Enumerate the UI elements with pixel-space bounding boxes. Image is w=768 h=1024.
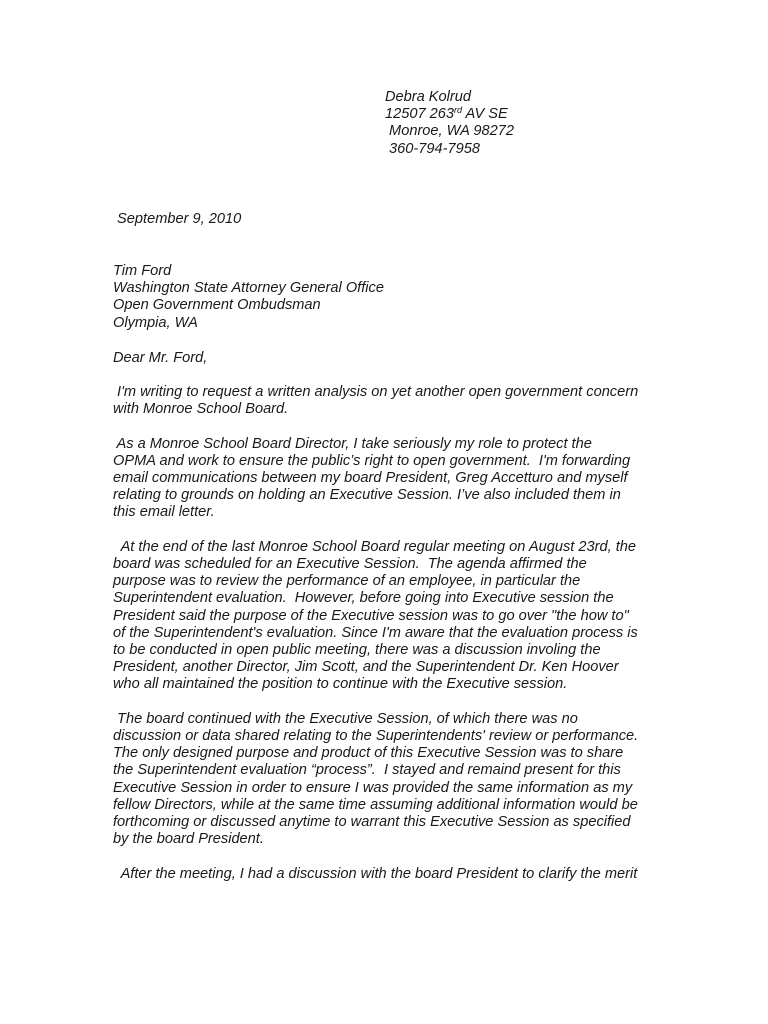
- body-line: of the Superintendent's evaluation. Since I'm aware that the evaluation process is: [113, 624, 638, 641]
- body-line: who all maintained the position to continue with the Executive session.: [113, 676, 568, 693]
- body-line: with Monroe School Board.: [113, 401, 289, 418]
- body-line: email communications between my board President, Greg Accetturo and myself: [113, 470, 628, 486]
- body-line: The board continued with the Executive Session, of which there was no: [113, 710, 578, 727]
- body-line: board was scheduled for an Executive Session. The agenda affirmed the: [113, 556, 587, 572]
- body-line: Executive Session in order to ensure I was provided the same information as my: [113, 779, 633, 796]
- body-line: this email letter.: [113, 504, 215, 521]
- body-paragraph: [113, 711, 673, 849]
- salutation: Dear Mr. Ford,: [113, 350, 208, 366]
- body-line: to be conducted in open public meeting, there was a discussion involing the: [113, 642, 601, 659]
- body-line: by the board President.: [113, 831, 264, 848]
- body-line: After the meeting, I had a discussion with the board President to clarify the merit: [113, 865, 638, 882]
- body-paragraph: [113, 384, 673, 418]
- body-line: relating to grounds on holding an Executive Session. I’ve also included them in: [113, 487, 621, 504]
- body-paragraph: [113, 866, 673, 883]
- body-paragraph: [113, 539, 673, 694]
- body-line: OPMA and work to ensure the public’s right to open government. I'm forwarding: [113, 452, 631, 469]
- recipient-title: Open Government Ombudsman: [113, 297, 321, 314]
- recipient-office: Washington State Attorney General Office: [113, 280, 384, 297]
- body-line: As a Monroe School Board Director, I take seriously my role to protect the: [113, 435, 592, 452]
- sender-city: Monroe, WA 98272: [385, 123, 514, 140]
- body-line: Superintendent evaluation. However, before going into Executive session the: [113, 590, 614, 607]
- sender-name: Debra Kolrud: [385, 89, 471, 105]
- sender-street-rest: AV SE: [462, 106, 508, 123]
- body-line: the Superintendent evaluation “process”. I stayed and remaind present for this: [113, 762, 621, 779]
- sender-address-block: [385, 89, 685, 158]
- body-line: I'm writing to request a written analysis on yet another open government concern: [113, 384, 639, 400]
- letter-body: [113, 384, 673, 900]
- body-line: President, another Director, Jim Scott, and the Superintendent Dr. Ken Hoover: [113, 659, 619, 676]
- ordinal-superscript: rd: [454, 105, 463, 116]
- body-line: At the end of the last Monroe School Board regular meeting on August 23rd, the: [113, 538, 636, 555]
- body-line: discussion or data shared relating to the Superintendents' review or performance.: [113, 728, 639, 745]
- body-line: forthcoming or discussed anytime to warrant this Executive Session as specified: [113, 814, 631, 831]
- body-line: fellow Directors, while at the same time assuming additional information would be: [113, 796, 638, 813]
- body-line: purpose was to review the performance of an employee, in particular the: [113, 573, 581, 590]
- recipient-address-block: [113, 263, 673, 332]
- body-line: President said the purpose of the Executive session was to go over "the how to": [113, 607, 629, 624]
- sender-street-number: 12507 263: [385, 106, 454, 123]
- recipient-location: Olympia, WA: [113, 314, 198, 331]
- sender-phone: 360-794-7958: [385, 140, 480, 157]
- sender-street: [385, 106, 685, 123]
- body-line: The only designed purpose and product of this Executive Session was to share: [113, 745, 624, 762]
- recipient-name: Tim Ford: [113, 263, 172, 279]
- body-paragraph: [113, 436, 673, 522]
- letter-date: September 9, 2010: [113, 211, 242, 227]
